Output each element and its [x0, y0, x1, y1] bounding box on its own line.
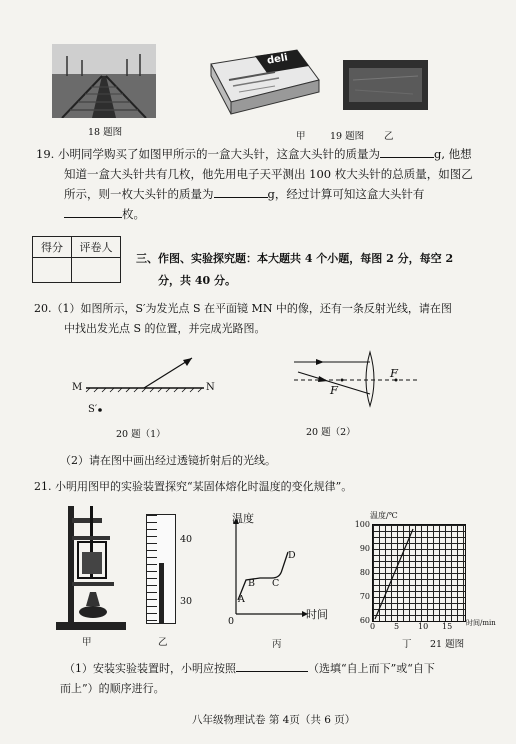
q19-blank-count[interactable] — [64, 206, 122, 218]
pin-box-photo — [205, 40, 323, 122]
railway-sketch — [52, 44, 156, 118]
graph-point-C: C — [272, 578, 280, 589]
fig20-label-N: N — [206, 382, 215, 393]
grid-ytick: 90 — [359, 544, 370, 553]
q19-line3-text-a: 所示，则一枚大头针的质量为 — [64, 187, 214, 201]
graph-point-B: B — [248, 578, 255, 589]
mercury-column — [159, 563, 164, 623]
q20-line1: 20.（1）如图所示，S′为发光点 S 在平面镜 MN 中的像，还有一条反射光线，请在图 — [34, 302, 452, 315]
thermo-label-40: 40 — [180, 534, 193, 545]
fig20-label-F-right: F — [390, 366, 398, 380]
score-col-score: 得分 — [33, 237, 72, 258]
q19-line3-text-b: g，经过计算可知这盒大头针有 — [267, 187, 425, 201]
grid-xtick: 5 — [394, 622, 400, 631]
ray-arrowhead — [183, 358, 192, 366]
image-point-s-prime — [98, 408, 102, 412]
fig19-caption: 19 题图 — [330, 131, 365, 142]
graph-ylabel: 温度 — [232, 512, 254, 525]
fig21-caption-bing: 丙 — [272, 639, 282, 650]
fig21-caption-jia: 甲 — [82, 637, 92, 648]
test-tube — [82, 552, 102, 574]
fig19-yi: 乙 — [384, 131, 394, 142]
grid-ytick: 100 — [354, 520, 370, 529]
fig21-apparatus — [52, 502, 134, 632]
fig18-photo — [52, 44, 156, 118]
fig19-jia: 甲 — [296, 131, 306, 142]
grid-ytick: 70 — [359, 592, 370, 601]
q19-line4 — [64, 206, 145, 222]
grid-xtick: 10 — [418, 622, 429, 631]
q20-line2: 中找出发光点 S 的位置，并完成光路图。 — [64, 322, 266, 335]
grid-sample-line — [375, 529, 413, 619]
q19-line3 — [64, 186, 424, 202]
grid-ytick: 60 — [359, 616, 370, 625]
fig19-photo-yi — [343, 60, 428, 110]
fig21-caption: 21 题图 — [430, 639, 465, 650]
q19-blank-single-mass[interactable] — [214, 186, 268, 198]
section3-line2: 分，共 40 分。 — [158, 274, 236, 287]
q19-line1 — [36, 146, 472, 162]
q21-line1: 21. 小明用图甲的实验装置探究“某固体熔化时温度的变化规律”。 — [34, 480, 353, 493]
ray2-arrow — [318, 376, 328, 382]
stand-rod — [68, 506, 74, 626]
score-cell-score[interactable] — [33, 258, 72, 283]
stand-base — [56, 622, 126, 630]
q19-line1-text-a: 19. 小明同学购买了如图甲所示的一盒大头针，这盒大头针的质量为 — [36, 147, 380, 161]
fig21-caption-yi: 乙 — [158, 637, 168, 648]
grid-x-ticks — [368, 622, 478, 634]
graph-point-D: D — [288, 550, 296, 561]
focal-point-left — [341, 379, 344, 382]
grid-ylabel: 温度/℃ — [370, 511, 398, 520]
grid-xtick: 0 — [370, 622, 376, 631]
page-footer: 八年级物理试卷 第 4页（共 6 页） — [192, 714, 356, 726]
q21-part1-text-b: （选填“自上而下”或“自下 — [308, 662, 435, 675]
section3-line1: 三、作图、实验探究题：本大题共 4 个小题，每图 2 分，每空 2 — [136, 252, 454, 265]
fig20-1-caption: 20 题（1） — [116, 429, 166, 440]
graph-origin: 0 — [228, 616, 235, 627]
grid-xtick: 15 — [442, 622, 453, 631]
fig20-label-M: M — [72, 382, 83, 393]
q21-blank-order[interactable] — [236, 660, 308, 672]
thermo-ticks — [147, 515, 157, 623]
grid-y-ticks — [356, 520, 370, 624]
score-col-grader: 评卷人 — [72, 237, 121, 258]
grid-xlabel: 时间/min — [466, 619, 496, 627]
q21-part1-line2: 而上”）的顺序进行。 — [60, 682, 165, 695]
temperature-grid — [372, 524, 466, 622]
score-table — [32, 236, 121, 283]
graph-xlabel: 时间 — [306, 608, 328, 621]
concave-lens — [366, 352, 374, 406]
fig21-caption-ding: 丁 — [402, 639, 412, 650]
box-brand: deli — [266, 52, 289, 67]
q19-line1-text-b: g, 他想 — [433, 147, 472, 161]
fig20-label-S-prime: S′ — [88, 404, 98, 415]
clamp-mid — [72, 536, 110, 540]
q21-part1-line1 — [64, 660, 435, 676]
score-cell-grader[interactable] — [72, 258, 121, 283]
q19-blank-mass[interactable] — [380, 146, 434, 158]
lamp-body — [79, 606, 107, 618]
wire-gauze — [72, 582, 114, 586]
q20-part2: （2）请在图中画出经过透镜折射后的光线。 — [60, 454, 276, 467]
fig20-2-lens-diagram — [284, 348, 424, 408]
fig20-label-F-left: F — [330, 383, 338, 397]
grid-ytick: 80 — [359, 568, 370, 577]
alcohol-lamp — [86, 592, 100, 606]
fig20-1-mirror-diagram — [80, 352, 220, 422]
thermo-label-30: 30 — [180, 596, 193, 607]
melting-curve — [238, 552, 288, 600]
q19-line4-text-b: 枚。 — [122, 207, 145, 221]
ray1-arrow — [316, 359, 324, 365]
q21-part1-text-a: （1）安装实验装置时，小明应按照 — [64, 662, 236, 675]
fig21-thermometer — [146, 514, 176, 624]
q19-line2: 知道一盒大头针共有几枚，他先用电子天平测出 100 枚大头针的总质量，如图乙 — [64, 167, 473, 181]
fig18-caption: 18 题图 — [88, 127, 123, 138]
fig20-2-caption: 20 题（2） — [306, 427, 356, 438]
clamp-top — [72, 518, 102, 523]
graph-point-A: A — [238, 594, 245, 605]
